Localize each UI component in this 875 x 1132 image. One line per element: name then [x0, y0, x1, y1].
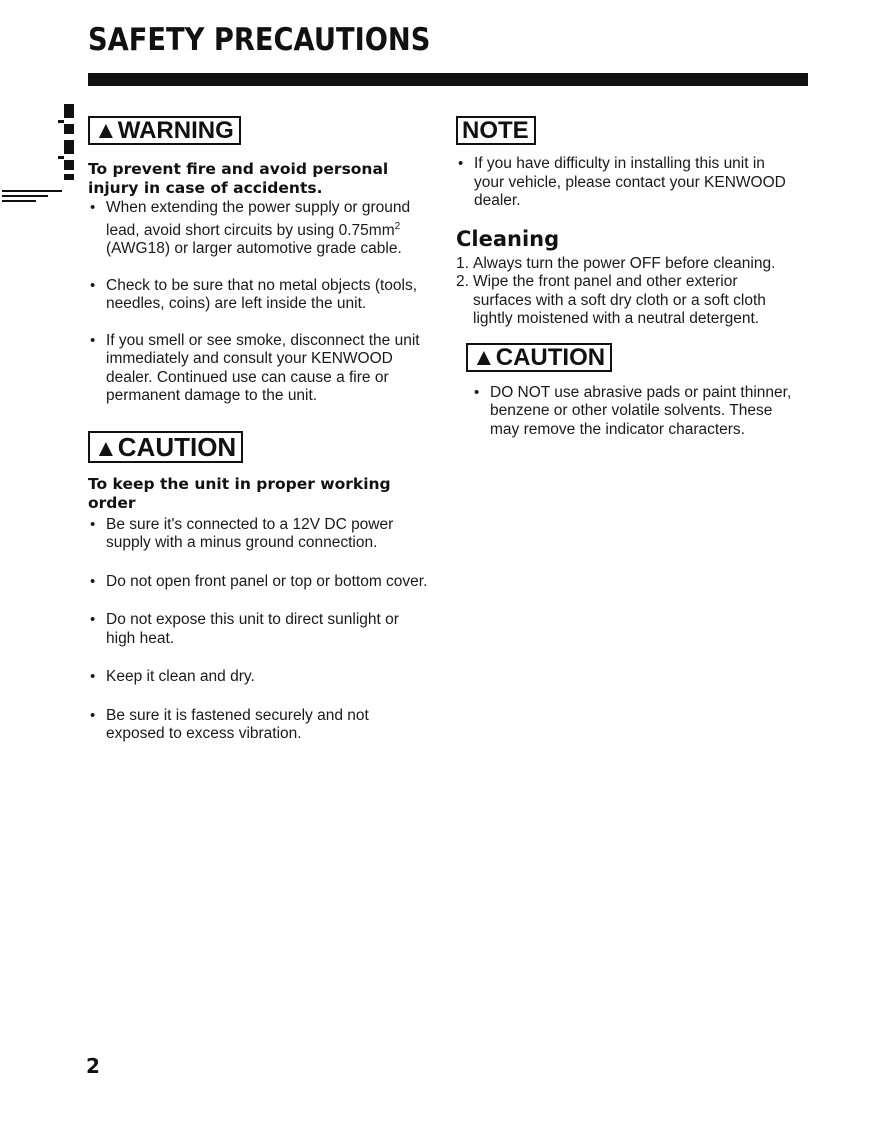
caution-item-5: • Be sure it is fastened securely and not exposed to excess vibration. — [88, 707, 428, 744]
edge-rules — [2, 190, 64, 206]
warning-item-3: • If you smell or see smoke, disconnect the unit immediately and consult your KENWOOD dealer. Continued use can cause a fire or permanent damage to the unit. — [88, 332, 428, 406]
note-label: NOTE — [456, 116, 536, 145]
caution-right-label — [466, 343, 612, 372]
warning-triangle-icon: ▲ — [472, 343, 496, 371]
warning-label-text: WARNING — [117, 117, 234, 144]
edge-tab-marks — [56, 104, 80, 184]
note-item-1: • If you have difficulty in installing this unit in your vehicle, please contact your KENWOOD dealer. — [456, 155, 796, 211]
page-number: 2 — [86, 1054, 100, 1078]
step-text: Always turn the power OFF before cleaning. — [473, 254, 776, 272]
warning-list — [88, 199, 428, 406]
cleaning-step-1 — [456, 255, 796, 274]
caution-item-2: • Do not open front panel or top or bottom cover. — [88, 573, 428, 592]
step-number: 2. — [456, 273, 469, 290]
caution-label-text: CAUTION — [117, 431, 237, 462]
caution-right-label-text: CAUTION — [495, 343, 606, 371]
caution-right-item-1: • DO NOT use abrasive pads or paint thinner, benzene or other volatile solvents. These may remove the indicator characters. — [472, 384, 796, 440]
warning-heading: To prevent fire and avoid personal injury in case of accidents. — [88, 160, 389, 197]
warning-item-2: • Check to be sure that no metal objects (tools, needles, coins) are left inside the unit. — [88, 277, 428, 314]
warning-label — [88, 116, 241, 145]
caution-list — [88, 516, 428, 744]
caution-right-list — [472, 384, 796, 440]
left-column — [88, 112, 428, 744]
cleaning-step-2 — [456, 273, 796, 329]
caution-heading: To keep the unit in proper working order — [88, 474, 391, 512]
title-rule — [88, 73, 808, 86]
step-number: 1. — [456, 254, 469, 272]
cleaning-heading: Cleaning — [456, 226, 560, 251]
page-title: SAFETY PRECAUTIONS — [88, 22, 431, 58]
step-text: Wipe the front panel and other exterior surfaces with a soft dry cloth or a soft cloth lightly moistened with a neutral detergent. — [473, 273, 766, 327]
caution-label — [88, 431, 243, 463]
warning-triangle-icon: ▲ — [94, 434, 118, 462]
caution-item-3: • Do not expose this unit to direct sunlight or high heat. — [88, 611, 428, 648]
right-column — [456, 112, 796, 439]
cleaning-steps — [456, 255, 796, 329]
note-list — [456, 155, 796, 211]
caution-item-4: • Keep it clean and dry. — [88, 668, 428, 687]
superscript-2: 2 — [394, 220, 401, 232]
caution-item-1: • Be sure it's connected to a 12V DC power supply with a minus ground connection. — [88, 516, 428, 553]
warning-triangle-icon: ▲ — [94, 117, 118, 144]
warning-item-1: • When extending the power supply or ground lead, avoid short circuits by using $0.75mm^2$ (AWG18) or larger automotive grade cable. — [88, 199, 428, 259]
